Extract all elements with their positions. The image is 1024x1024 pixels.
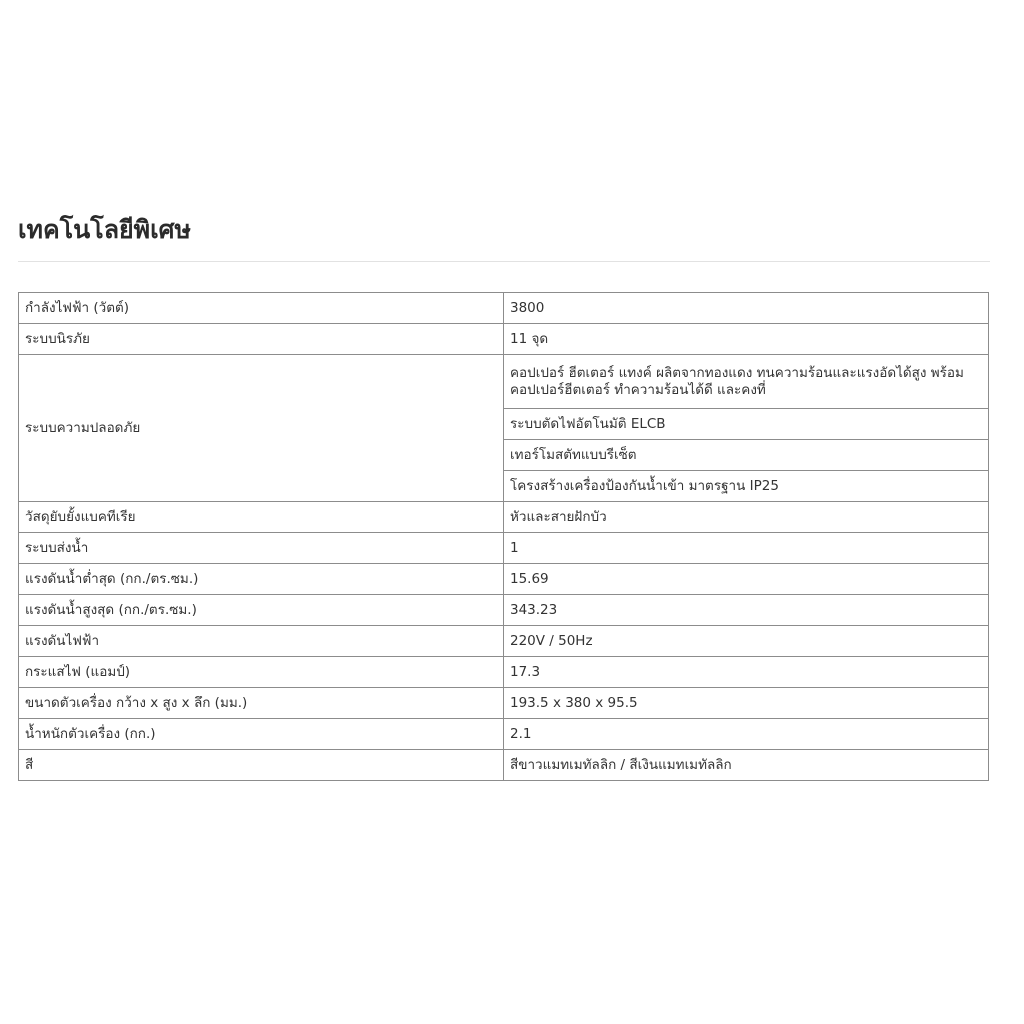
table-row xyxy=(19,719,989,750)
water-system-label: ระบบส่งน้ำ xyxy=(19,533,504,564)
min-pressure-value: 15.69 xyxy=(504,564,989,595)
table-row xyxy=(19,533,989,564)
table-row xyxy=(19,750,989,781)
safety-feature-elcb: ระบบตัดไฟอัตโนมัติ ELCB xyxy=(504,409,989,440)
safety-feature-copper-tank: คอปเปอร์ ฮีตเตอร์ แทงค์ ผลิตจากทองแดง ทนความร้อนและแรงอัดได้สูง พร้อมคอปเปอร์ฮีตเตอร์ ทำความร้อนได้ดี และคงที่ xyxy=(504,355,989,409)
current-label: กระแสไฟ (แอมป์) xyxy=(19,657,504,688)
safety-features-label: ระบบความปลอดภัย xyxy=(19,355,504,502)
dimensions-label: ขนาดตัวเครื่อง กว้าง x สูง x ลึก (มม.) xyxy=(19,688,504,719)
voltage-value: 220V / 50Hz xyxy=(504,626,989,657)
table-row xyxy=(19,595,989,626)
table-row xyxy=(19,324,989,355)
section-title: เทคโนโลยีพิเศษ xyxy=(18,215,192,244)
max-pressure-value: 343.23 xyxy=(504,595,989,626)
color-value: สีขาวแมทเมทัลลิก / สีเงินแมทเมทัลลิก xyxy=(504,750,989,781)
max-pressure-label: แรงดันน้ำสูงสุด (กก./ตร.ซม.) xyxy=(19,595,504,626)
weight-label: น้ำหนักตัวเครื่อง (กก.) xyxy=(19,719,504,750)
power-label: กำลังไฟฟ้า (วัตต์) xyxy=(19,293,504,324)
spec-table xyxy=(18,292,989,781)
safety-feature-thermostat: เทอร์โมสตัทแบบรีเซ็ต xyxy=(504,440,989,471)
safety-feature-ip25: โครงสร้างเครื่องป้องกันน้ำเข้า มาตรฐาน IP25 xyxy=(504,471,989,502)
safety-system-value: 11 จุด xyxy=(504,324,989,355)
table-row xyxy=(19,688,989,719)
antibacterial-value: หัวและสายฝักบัว xyxy=(504,502,989,533)
dimensions-value: 193.5 x 380 x 95.5 xyxy=(504,688,989,719)
antibacterial-label: วัสดุยับยั้งแบคทีเรีย xyxy=(19,502,504,533)
current-value: 17.3 xyxy=(504,657,989,688)
min-pressure-label: แรงดันน้ำต่ำสุด (กก./ตร.ซม.) xyxy=(19,564,504,595)
table-row xyxy=(19,657,989,688)
table-row xyxy=(19,502,989,533)
safety-system-label: ระบบนิรภัย xyxy=(19,324,504,355)
table-row xyxy=(19,626,989,657)
voltage-label: แรงดันไฟฟ้า xyxy=(19,626,504,657)
weight-value: 2.1 xyxy=(504,719,989,750)
title-divider xyxy=(18,261,990,262)
table-row xyxy=(19,564,989,595)
table-row xyxy=(19,355,989,409)
color-label: สี xyxy=(19,750,504,781)
power-value: 3800 xyxy=(504,293,989,324)
table-row xyxy=(19,293,989,324)
water-system-value: 1 xyxy=(504,533,989,564)
